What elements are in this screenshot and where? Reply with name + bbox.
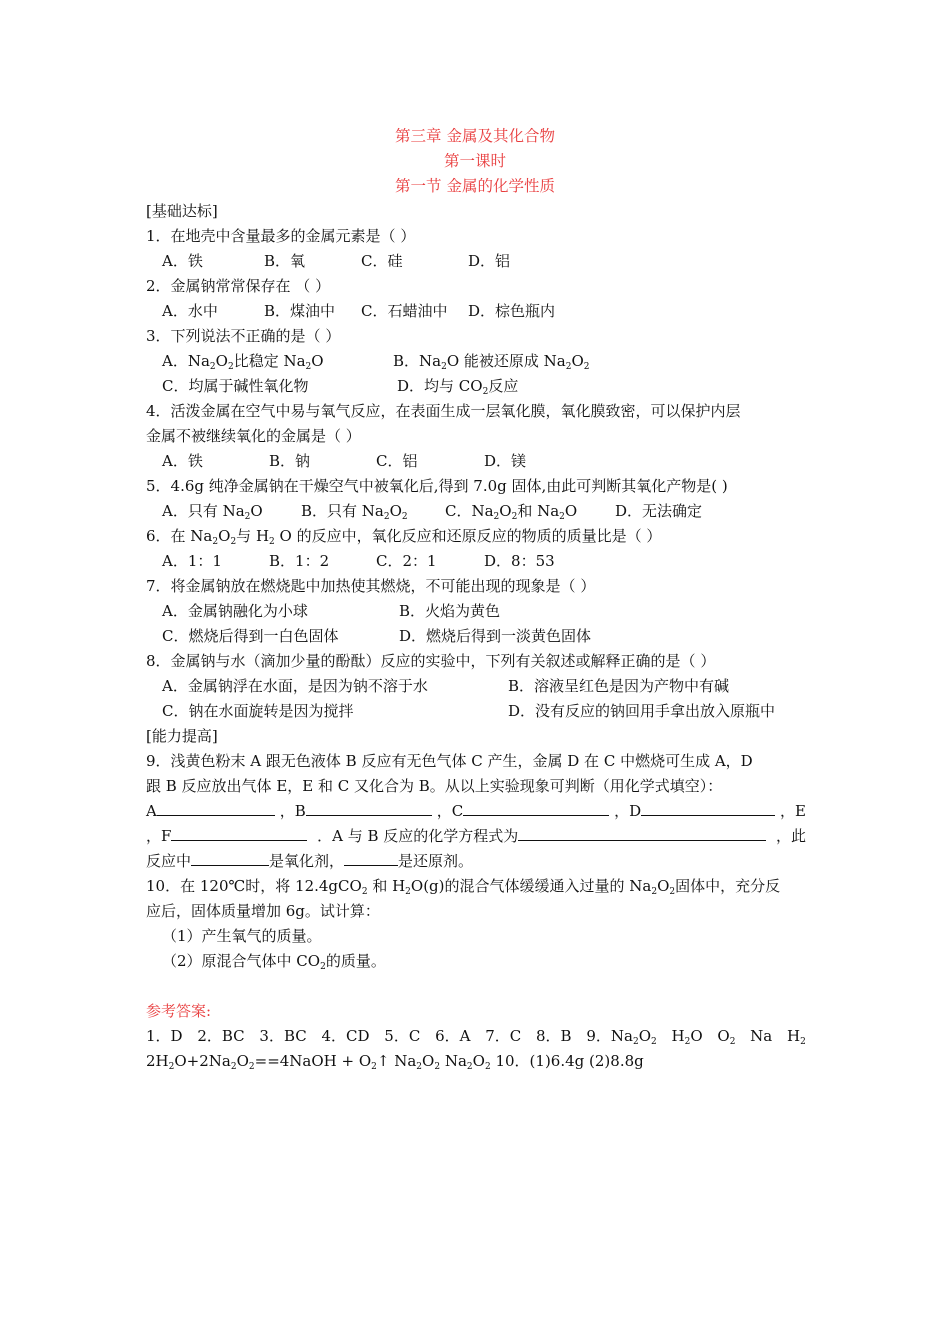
q1-option-b: B．氧 xyxy=(264,252,306,270)
question-9-blanks-line: A ，B ，C ，D ，E xyxy=(146,802,806,820)
q1-option-a: A．铁 xyxy=(162,252,203,270)
q4-option-c: C．铝 xyxy=(376,452,418,470)
q5-option-d: D．无法确定 xyxy=(615,502,703,520)
section-title: 第一节 金属的化学性质 xyxy=(395,177,555,195)
q3-option-b: B．$Na_2O$ 能被还原成 $Na_2O_2$ xyxy=(393,352,590,372)
question-3-stem: 3．下列说法不正确的是（ ） xyxy=(146,327,341,345)
q4-option-d: D．镁 xyxy=(484,452,527,470)
q5-option-a: A．只有 $Na_2O$ xyxy=(162,502,263,522)
blank-equation[interactable] xyxy=(518,826,766,841)
q8-option-d: D．没有反应的钠回用手拿出放入原瓶中 xyxy=(508,702,776,720)
answers-row-2: $2H_2O+2Na_2O_2==4NaOH$ + $O_2↑$ $Na_2O_2$ $Na_2O_2$ 10．(1)6.4g (2)8.8g xyxy=(146,1052,644,1072)
question-8-stem: 8．金属钠与水（滴加少量的酚酞）反应的实验中，下列有关叙述或解释正确的是（ ） xyxy=(146,652,716,670)
section-basic-heading: [基础达标] xyxy=(146,202,218,220)
question-10-line-1: 10．在 120℃时，将 12.4gCO$_2$ 和 $H_2O(g)$的混合气体缓缓通入过量的 $Na_2O_2$固体中，充分反 xyxy=(146,877,781,897)
answers-heading: 参考答案: xyxy=(146,1002,212,1020)
question-10-sub-2: （2）原混合气体中 $CO_2$的质量。 xyxy=(162,952,386,972)
blank-b[interactable] xyxy=(306,801,432,816)
q8-option-c: C．钠在水面旋转是因为搅拌 xyxy=(162,702,354,720)
q5-option-b: B．只有 $Na_2O_2$ xyxy=(301,502,408,522)
q5-option-c: C．$Na_2O_2$和 $Na_2O$ xyxy=(445,502,578,522)
section-advanced-heading: [能力提高] xyxy=(146,727,218,745)
lesson-title: 第一课时 xyxy=(443,152,506,170)
question-6-stem: 6．在 $Na_2O_2$与 $H_2$ O 的反应中，氧化反应和还原反应的物质的质量比是（ ） xyxy=(146,527,662,547)
q2-option-b: B．煤油中 xyxy=(264,302,336,320)
blank-a[interactable] xyxy=(157,801,275,816)
q6-option-d: D．8：53 xyxy=(484,552,555,570)
q6-option-b: B．1：2 xyxy=(269,552,330,570)
q6-option-c: C．2：1 xyxy=(376,552,437,570)
q4-option-a: A．铁 xyxy=(162,452,203,470)
blank-c[interactable] xyxy=(463,801,609,816)
blank-reductant[interactable] xyxy=(344,851,398,866)
question-4-line-2: 金属不被继续氧化的金属是（ ） xyxy=(146,427,361,445)
q2-option-c: C．石蜡油中 xyxy=(361,302,448,320)
question-9-line-5: 反应中 是氧化剂， 是还原剂。 xyxy=(146,852,474,870)
q3-option-c: C．均属于碱性氧化物 xyxy=(162,377,309,395)
question-9-equation-line: ，F ．A 与 B 反应的化学方程式为 ，此 xyxy=(146,827,806,845)
question-7-stem: 7．将金属钠放在燃烧匙中加热使其燃烧，不可能出现的现象是（ ） xyxy=(146,577,596,595)
question-4-line-1: 4．活泼金属在空气中易与氧气反应，在表面生成一层氧化膜，氧化膜致密，可以保护内层 xyxy=(146,402,741,420)
q3-option-a: A．$Na_2O_2$比稳定 $Na_2O$ xyxy=(162,352,324,372)
question-9-line-1: 9．浅黄色粉末 A 跟无色液体 B 反应有无色气体 C 产生，金属 D 在 C 中燃烧可生成 A，D xyxy=(146,752,753,770)
blank-d[interactable] xyxy=(641,801,775,816)
q1-option-d: D．铝 xyxy=(468,252,511,270)
question-2-stem: 2．金属钠常常保存在 （ ） xyxy=(146,277,331,295)
q8-option-b: B．溶液呈红色是因为产物中有碱 xyxy=(508,677,730,695)
question-10-sub-1: （1）产生氧气的质量。 xyxy=(162,927,322,945)
q3-option-d: D．均与 $CO_2$反应 xyxy=(397,377,519,397)
q2-option-a: A．水中 xyxy=(162,302,218,320)
question-9-line-2: 跟 B 反应放出气体 E，E 和 C 又化合为 B。从以上实验现象可判断（用化学式填空）： xyxy=(146,777,723,795)
chapter-title: 第三章 金属及其化合物 xyxy=(395,127,555,145)
blank-f[interactable] xyxy=(171,826,307,841)
q8-option-a: A．金属钠浮在水面，是因为钠不溶于水 xyxy=(162,677,428,695)
q7-option-d: D．燃烧后得到一淡黄色固体 xyxy=(399,627,592,645)
answers-row-1: 1．D 2．BC 3．BC 4．CD 5．C 6．A 7．C 8．B 9．$Na_2O_2$ $H_2O$ $O_2$ Na $H_2$ xyxy=(146,1027,806,1047)
q4-option-b: B．钠 xyxy=(269,452,311,470)
q7-option-b: B．火焰为黄色 xyxy=(399,602,501,620)
q6-option-a: A．1：1 xyxy=(162,552,222,570)
question-10-line-2: 应后，固体质量增加 6g。试计算： xyxy=(146,902,380,920)
q7-option-a: A．金属钠融化为小球 xyxy=(162,602,308,620)
question-5-stem: 5．4.6g 纯净金属钠在干燥空气中被氧化后,得到 7.0g 固体,由此可判断其氧化产物是( ) xyxy=(146,477,728,495)
question-1-stem: 1．在地壳中含量最多的金属元素是（ ） xyxy=(146,227,416,245)
q2-option-d: D．棕色瓶内 xyxy=(468,302,556,320)
q7-option-c: C．燃烧后得到一白色固体 xyxy=(162,627,339,645)
q1-option-c: C．硅 xyxy=(361,252,403,270)
blank-oxidant[interactable] xyxy=(191,851,269,866)
